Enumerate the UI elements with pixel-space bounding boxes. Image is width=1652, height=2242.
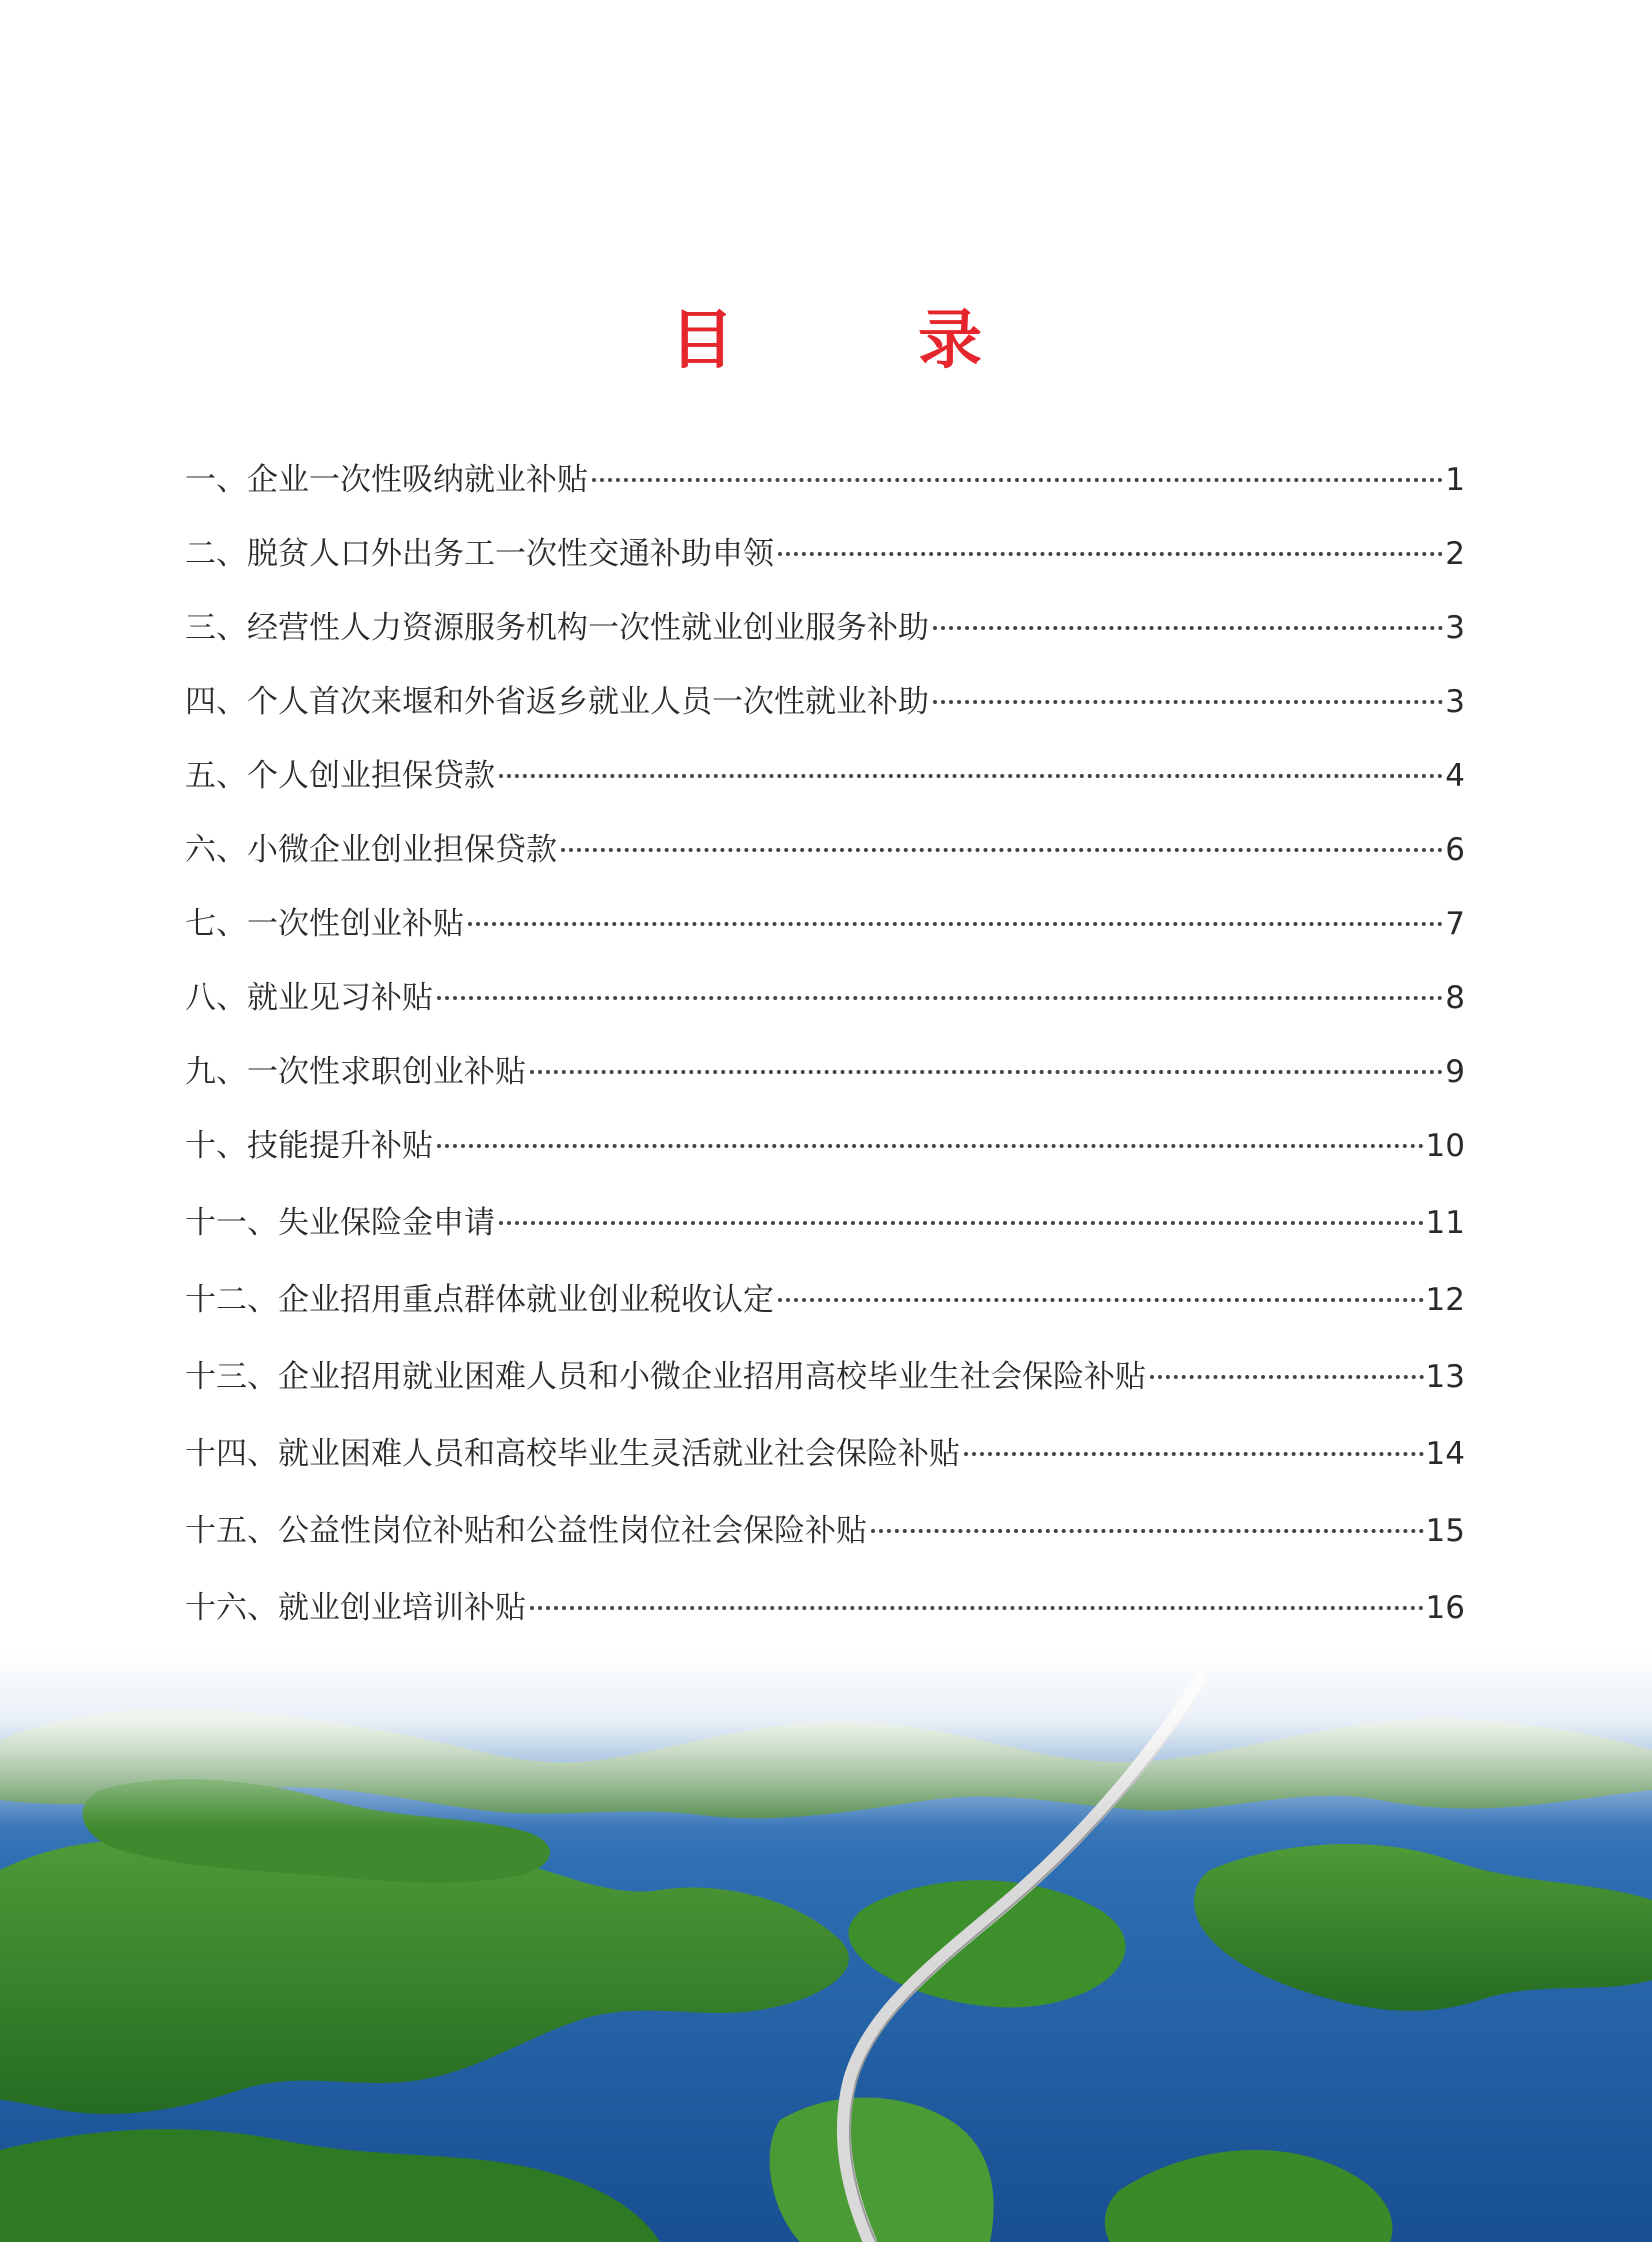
toc-entry-label: 一、企业一次性吸纳就业补贴 — [185, 462, 588, 498]
toc-entry-label: 五、个人创业担保贷款 — [185, 758, 495, 794]
toc-entry[interactable] — [185, 898, 1465, 972]
toc-entry[interactable] — [185, 1351, 1465, 1428]
toc-entry-page: 10 — [1425, 1128, 1465, 1164]
dot-leader — [933, 700, 1443, 704]
toc-entry[interactable] — [185, 1046, 1465, 1120]
toc-entry-page: 3 — [1445, 684, 1465, 720]
dot-leader — [778, 552, 1443, 556]
toc-entry[interactable] — [185, 1428, 1465, 1505]
dot-leader — [778, 1298, 1424, 1302]
dot-leader — [530, 1070, 1443, 1074]
toc-entry-page: 8 — [1445, 980, 1465, 1016]
dot-leader — [530, 1606, 1424, 1610]
table-of-contents — [185, 454, 1465, 1659]
sky-fade — [0, 1650, 1652, 2242]
toc-entry-page: 14 — [1425, 1436, 1465, 1472]
toc-entry[interactable] — [185, 454, 1465, 528]
dot-leader — [468, 922, 1443, 926]
toc-entry-page: 16 — [1425, 1590, 1465, 1626]
dot-leader — [592, 478, 1443, 482]
toc-entry[interactable] — [185, 972, 1465, 1046]
toc-entry-page: 13 — [1425, 1359, 1465, 1395]
toc-entry-page: 4 — [1445, 758, 1465, 794]
toc-entry-label: 六、小微企业创业担保贷款 — [185, 832, 557, 868]
toc-entry[interactable] — [185, 676, 1465, 750]
toc-entry-label: 七、一次性创业补贴 — [185, 906, 464, 942]
toc-entry-page: 11 — [1425, 1205, 1465, 1241]
toc-entry[interactable] — [185, 750, 1465, 824]
landscape-illustration — [0, 1650, 1652, 2242]
toc-entry[interactable] — [185, 1120, 1465, 1197]
dot-leader — [499, 774, 1443, 778]
toc-entry-label: 十、技能提升补贴 — [185, 1128, 433, 1164]
toc-entry-page: 6 — [1445, 832, 1465, 868]
dot-leader — [499, 1221, 1424, 1225]
toc-entry-page: 12 — [1425, 1282, 1465, 1318]
toc-entry-page: 7 — [1445, 906, 1465, 942]
toc-entry[interactable] — [185, 602, 1465, 676]
toc-entry-label: 四、个人首次来堰和外省返乡就业人员一次性就业补助 — [185, 684, 929, 720]
toc-entry[interactable] — [185, 1197, 1465, 1274]
toc-entry-label: 十四、就业困难人员和高校毕业生灵活就业社会保险补贴 — [185, 1436, 960, 1472]
toc-entry-label: 十二、企业招用重点群体就业创业税收认定 — [185, 1282, 774, 1318]
toc-entry-label: 九、一次性求职创业补贴 — [185, 1054, 526, 1090]
toc-entry[interactable] — [185, 528, 1465, 602]
dot-leader — [437, 996, 1443, 1000]
toc-entry-page: 15 — [1425, 1513, 1465, 1549]
toc-entry-page: 9 — [1445, 1054, 1465, 1090]
toc-entry[interactable] — [185, 1505, 1465, 1582]
toc-entry[interactable] — [185, 1582, 1465, 1659]
toc-entry-label: 十三、企业招用就业困难人员和小微企业招用高校毕业生社会保险补贴 — [185, 1359, 1146, 1395]
dot-leader — [933, 626, 1443, 630]
lake-landscape-photo — [0, 1650, 1652, 2242]
dot-leader — [437, 1144, 1424, 1148]
toc-entry-page: 3 — [1445, 610, 1465, 646]
toc-entry-label: 八、就业见习补贴 — [185, 980, 433, 1016]
toc-entry-page: 2 — [1445, 536, 1465, 572]
dot-leader — [561, 848, 1443, 852]
dot-leader — [871, 1529, 1424, 1533]
toc-entry-label: 十一、失业保险金申请 — [185, 1205, 495, 1241]
toc-entry-label: 二、脱贫人口外出务工一次性交通补助申领 — [185, 536, 774, 572]
toc-entry-label: 三、经营性人力资源服务机构一次性就业创业服务补助 — [185, 610, 929, 646]
page-title: 目 录 — [670, 304, 1042, 378]
toc-entry[interactable] — [185, 824, 1465, 898]
toc-entry-page: 1 — [1445, 462, 1465, 498]
dot-leader — [1150, 1375, 1424, 1379]
toc-entry-label: 十六、就业创业培训补贴 — [185, 1590, 526, 1626]
dot-leader — [964, 1452, 1424, 1456]
toc-entry[interactable] — [185, 1274, 1465, 1351]
toc-entry-label: 十五、公益性岗位补贴和公益性岗位社会保险补贴 — [185, 1513, 867, 1549]
